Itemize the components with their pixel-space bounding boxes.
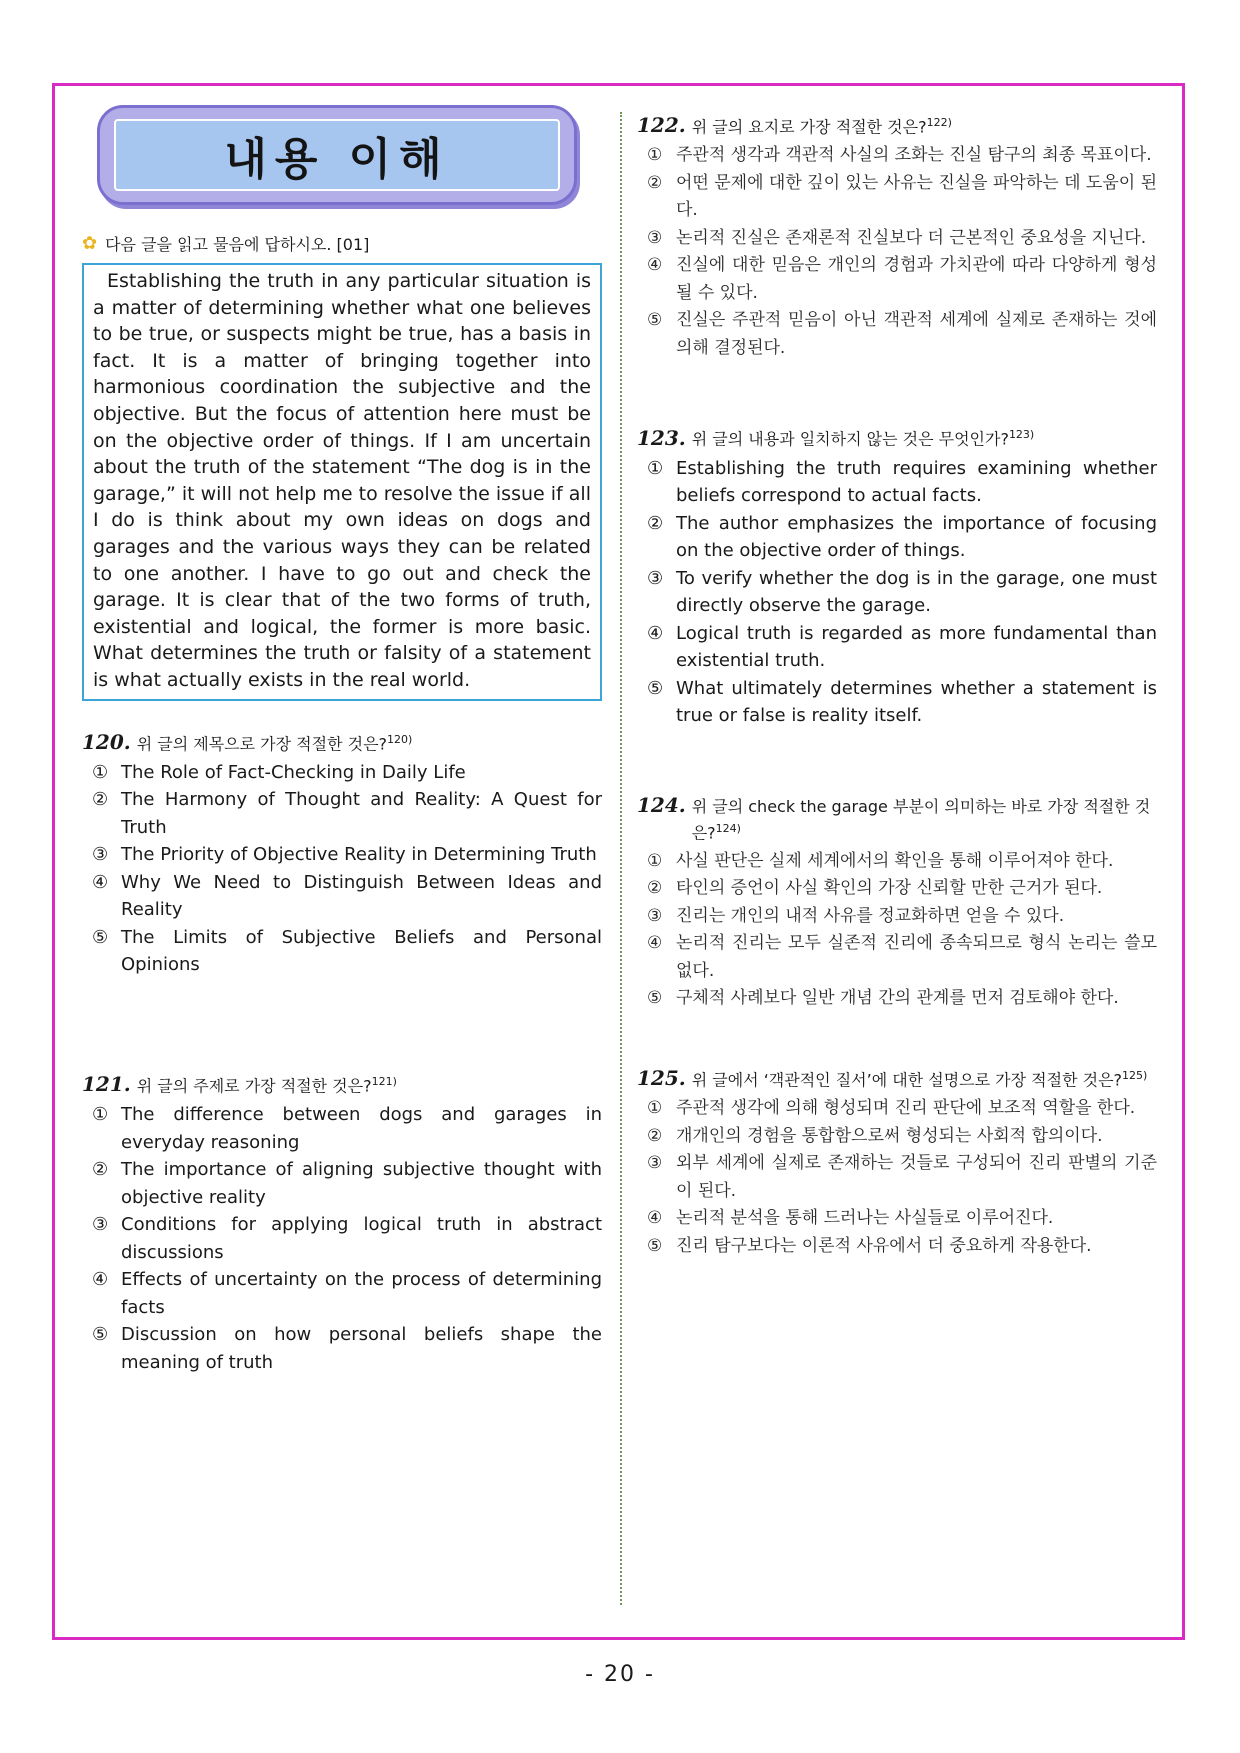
option[interactable]: ⑤ The Limits of Subjective Beliefs and Personal Opinions: [92, 926, 602, 976]
option[interactable]: ② 타인의 증언이 사실 확인의 가장 신뢰할 만한 근거가 된다.: [647, 878, 1103, 899]
question-head: [637, 1065, 1157, 1091]
question-ref: 125): [1122, 1068, 1148, 1082]
question-number: 125.: [637, 1066, 686, 1091]
question-head: [637, 794, 1157, 844]
option-list: [82, 759, 602, 979]
option[interactable]: ③ 진리는 개인의 내적 사유를 정교화하면 얻을 수 있다.: [647, 905, 1065, 926]
column-divider: [620, 112, 622, 1605]
option[interactable]: ⑤ 구체적 사례보다 일반 개념 간의 관계를 먼저 검토해야 한다.: [647, 988, 1119, 1009]
option[interactable]: ⑤ 진실은 주관적 믿음이 아닌 객관적 세계에 실제로 존재하는 것에 의해 결정된다.: [647, 310, 1157, 358]
option[interactable]: ④ 논리적 분석을 통해 드러나는 사실들로 이루어진다.: [647, 1208, 1054, 1229]
reading-passage: Establishing the truth in any particular situation is a matter of determining whether what one believes to be true, or suspects might be true, has a basis in fact. It is a matter of bringing together into harmonious coordination the subjective and the objective. But the focus of attention here must be on the objective order of things. If I am uncertain about the truth of the statement “The dog is in the garage,” it will not help me to resolve the issue if all I do is think about my own ideas on dogs and garages and the various ways they can be related to one another. I have to go out and check the garage. It is clear that of the two forms of truth, existential and logical, the former is more basic. What determines the truth or falsity of a statement is what actually exists in the real world.: [82, 263, 602, 701]
option-list: [82, 1101, 602, 1376]
question-ref: 124): [715, 821, 741, 835]
option-list: [637, 455, 1157, 730]
question-stem: 위 글의 내용과 일치하지 않는 것은 무엇인가?$^{123)}$: [691, 428, 1035, 449]
option[interactable]: ① 사실 판단은 실제 세계에서의 확인을 통해 이루어져야 한다.: [647, 850, 1114, 871]
question-stem: 위 글에서 ‘객관적인 질서’에 대한 설명으로 가장 적절한 것은?$^{125)}$: [691, 1068, 1148, 1090]
option[interactable]: ① 주관적 생각에 의해 형성되며 진리 판단에 보조적 역할을 한다.: [647, 1098, 1136, 1119]
option-list: [637, 142, 1157, 362]
question-number: 120.: [82, 729, 131, 754]
instruction-text: 다음 글을 읽고 물음에 답하시오. [01]: [105, 235, 370, 254]
question-ref: 122): [926, 116, 952, 129]
option[interactable]: ④ Why We Need to Distinguish Between Ideas and Reality: [92, 871, 602, 921]
option[interactable]: ③ 논리적 진실은 존재론적 진실보다 더 근본적인 중요성을 지닌다.: [647, 227, 1147, 248]
question-123: [637, 424, 1157, 729]
question-120: [82, 729, 602, 979]
question-head: [637, 424, 1157, 450]
option[interactable]: ③ The Priority of Objective Reality in Determining Truth: [92, 844, 597, 866]
question-number: 121.: [82, 1072, 131, 1097]
option-list: [637, 848, 1157, 1013]
question-head: [637, 112, 1157, 138]
question-124: [637, 794, 1157, 1013]
question-head: [82, 729, 602, 755]
question-ref: 121): [371, 1074, 397, 1088]
question-number: 122.: [637, 113, 686, 138]
question-head: [82, 1071, 602, 1097]
question-121: [82, 1071, 602, 1376]
option[interactable]: ② 개개인의 경험을 통합함으로써 형성되는 사회적 합의이다.: [647, 1125, 1103, 1146]
option-list: [637, 1095, 1157, 1260]
option[interactable]: ④ Effects of uncertainty on the process of determining facts: [92, 1269, 602, 1318]
option[interactable]: ① Establishing the truth requires examining whether beliefs correspond to actual facts.: [647, 457, 1157, 507]
option[interactable]: ⑤ What ultimately determines whether a statement is true or false is reality itself.: [647, 677, 1157, 727]
question-number: 124.: [637, 792, 686, 817]
option[interactable]: ③ 외부 세계에 실제로 존재하는 것들로 구성되어 진리 판별의 기준이 된다.: [647, 1153, 1157, 1201]
question-stem: 위 글의 제목으로 가장 적절한 것은?$^{120)}$: [136, 732, 413, 753]
question-122: [637, 112, 1157, 362]
question-stem: 위 글의 주제로 가장 적절한 것은?$^{121)}$: [136, 1074, 397, 1096]
option[interactable]: ④ 진실에 대한 믿음은 개인의 경험과 가치관에 따라 다양하게 형성될 수 있다.: [647, 255, 1157, 303]
title-banner: [97, 105, 577, 205]
page-number: - 20 -: [585, 1662, 655, 1687]
option[interactable]: ⑤ 진리 탐구보다는 이론적 사유에서 더 중요하게 작용한다.: [647, 1235, 1092, 1256]
option[interactable]: ① The difference between dogs and garages in everyday reasoning: [92, 1104, 602, 1153]
option[interactable]: ② The Harmony of Thought and Reality: A Quest for Truth: [92, 789, 602, 838]
option[interactable]: ④ 논리적 진리는 모두 실존적 진리에 종속되므로 형식 논리는 쓸모없다.: [647, 933, 1157, 981]
option[interactable]: ② The author emphasizes the importance of focusing on the objective order of things.: [647, 512, 1157, 562]
option[interactable]: ① 주관적 생각과 객관적 사실의 조화는 진실 탐구의 최종 목표이다.: [647, 145, 1152, 166]
option[interactable]: ③ Conditions for applying logical truth in abstract discussions: [92, 1214, 602, 1263]
option[interactable]: ④ Logical truth is regarded as more fundamental than existential truth.: [647, 622, 1157, 672]
option[interactable]: ① The Role of Fact-Checking in Daily Life: [92, 761, 466, 783]
question-125: [637, 1065, 1157, 1260]
option[interactable]: ⑤ Discussion on how personal beliefs shape the meaning of truth: [92, 1324, 602, 1373]
flower-icon: ✿: [82, 233, 98, 254]
question-ref: 120): [387, 732, 413, 746]
option[interactable]: ② The importance of aligning subjective thought with objective reality: [92, 1159, 602, 1208]
option[interactable]: ③ To verify whether the dog is in the garage, one must directly observe the garage.: [647, 567, 1157, 617]
page-title: 내용 이해: [114, 119, 560, 191]
question-stem: 위 글의 요지로 가장 적절한 것은?$^{122)}$: [691, 116, 952, 137]
question-ref: 123): [1008, 428, 1035, 442]
option[interactable]: ② 어떤 문제에 대한 깊이 있는 사유는 진실을 파악하는 데 도움이 된다.: [647, 172, 1158, 221]
instruction: [82, 232, 602, 255]
question-number: 123.: [637, 425, 686, 450]
right-column: [637, 112, 1157, 1260]
question-stem: 위 글의 check the garage 부분이 의미하는 바로 가장 적절한 것은?$^{124)}$: [691, 796, 1151, 842]
left-column: [82, 105, 602, 1376]
